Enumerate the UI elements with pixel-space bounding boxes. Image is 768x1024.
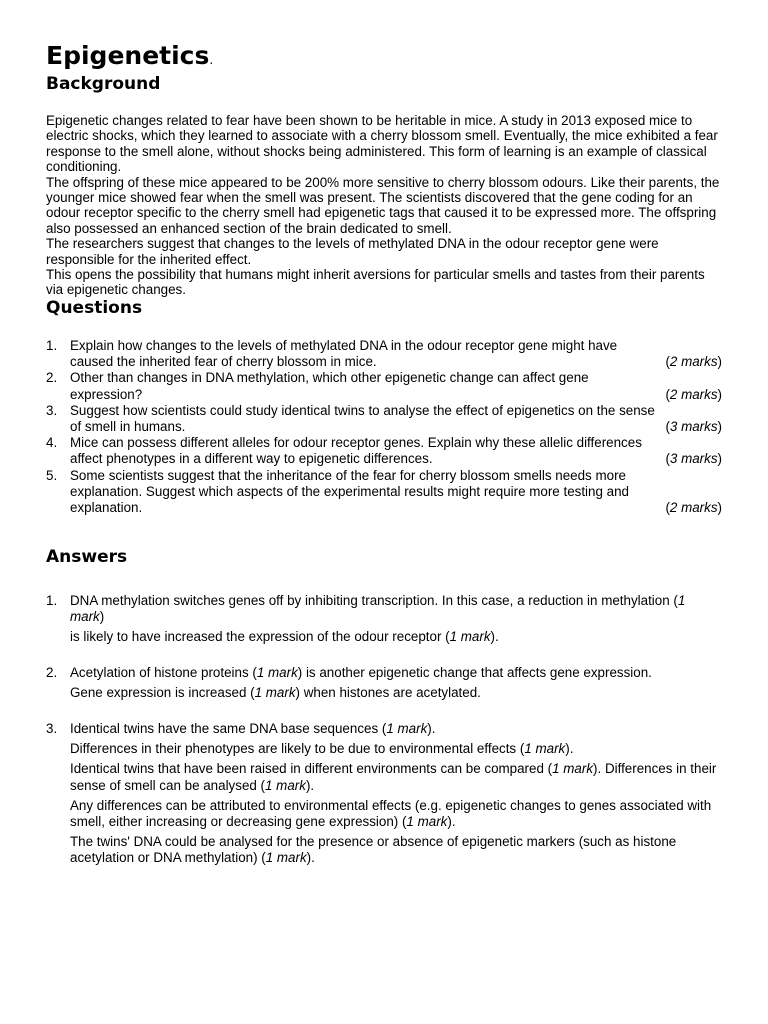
answer-text: Differences in their phenotypes are likely to be due to environmental effects ( [70,741,525,757]
question-marks: (3 marks) [665,419,722,435]
answer-item [46,593,722,646]
answer-text: Identical twins that have been raised in different environments can be compared ( [70,761,553,777]
answer-text: Acetylation of histone proteins ( [70,665,257,680]
background-heading: Background [46,74,161,94]
answer-1 [46,593,722,650]
mark-allocation: 1 mark [70,593,686,625]
answer-text: DNA methylation switches genes off by inhibiting transcription. In this case, a reduction in methylation ( [70,593,678,608]
question-number: 4. [46,435,58,451]
mark-allocation: 1 mark [386,721,428,736]
question-text: affect phenotypes in a different way to epigenetic differences. [70,451,433,467]
mark-allocation: 1 mark [256,665,298,680]
question-line [70,403,722,419]
background-paragraph: The offspring of these mice appeared to be 200% more sensitive to cherry blossom odours. Like their parents, the younger mice showed fear when the smell was present. The scientists discovered that the gene coding for an odour receptor specific to the cherry smell had epigenetic tags that caused it to be expressed more. The offspring also possessed an enhanced section of the brain dedicated to smell. [46,174,720,236]
question-text: explanation. [70,500,143,516]
question-number: 1. [46,338,58,353]
question-item [46,468,722,517]
question-line [70,370,722,386]
marks-value: 3 marks [669,419,718,435]
question-number: 3. [46,402,58,418]
question-text: of smell in humans. [70,419,186,435]
answer-text: ). [305,777,315,793]
answer-paragraph [70,798,722,830]
answer-text: ). [447,814,456,830]
question-marks: (3 marks) [665,451,722,467]
mark-allocation: 1 mark [254,685,296,701]
answer-item [46,721,722,867]
mark-allocation: 1 mark [524,741,566,757]
question-line [70,500,722,516]
mark-allocation: 1 mark [449,629,491,645]
answer-number: 3. [46,721,58,736]
page-title [46,40,213,76]
question-marks: (2 marks) [665,500,722,516]
question-text: Some scientists suggest that the inheritance of the fear for cherry blossom smells needs more [70,467,626,483]
answer-paragraph [70,685,722,701]
answer-text: ). [427,721,436,736]
questions-heading: Questions [46,298,143,318]
question-text: Mice can possess different alleles for odour receptor genes. Explain why these allelic differences [70,435,642,451]
answer-number: 1. [46,593,58,608]
answer-text: ). [306,850,315,866]
answer-2 [46,665,722,705]
answer-text: Identical twins have the same DNA base sequences ( [70,721,387,736]
question-marks: (2 marks) [665,354,722,370]
question-text: Explain how changes to the levels of methylated DNA in the odour receptor gene might have [70,338,618,353]
question-line [70,435,722,451]
mark-allocation: 1 mark [406,814,448,830]
mark-allocation: 1 mark [265,850,307,866]
mark-allocation: 1 mark [265,777,306,793]
title-dot: . [209,53,214,67]
answer-text: ) is another epigenetic change that affects gene expression. [297,665,652,680]
answer-text: ) [99,609,105,625]
marks-value: 2 marks [669,354,718,370]
marks-value: 2 marks [669,500,718,516]
question-line [70,338,722,354]
answer-paragraph [70,665,722,681]
answer-paragraph [70,629,722,645]
question-item [46,435,722,467]
background-text [46,113,722,298]
answer-text: ). [490,629,499,645]
question-line [70,484,722,500]
question-line [70,387,722,403]
question-item [46,338,722,370]
answer-text: ). Differences in their sense of smell can be analysed ( [70,761,717,793]
answer-text: Any differences can be attributed to environmental effects (e.g. epigenetic changes to genes associated with smell, either increasing or decreasing gene expression) ( [70,797,712,830]
question-marks: (2 marks) [665,386,722,402]
answer-number: 2. [46,665,58,680]
answer-text: is likely to have increased the expression of the odour receptor ( [70,629,450,645]
answer-paragraph [70,761,722,793]
answer-item [46,665,722,701]
question-number: 5. [46,467,58,483]
answers-heading: Answers [46,547,128,567]
question-item [46,370,722,402]
background-paragraph: The researchers suggest that changes to the levels of methylated DNA in the odour receptor gene were responsible for the inherited effect. [46,236,659,267]
question-line [70,468,722,484]
answer-3 [46,721,722,871]
answer-text: Gene expression is increased ( [70,685,255,701]
question-item [46,403,722,435]
title-text: Epigenetics [46,41,210,70]
answer-text: ) when histones are acetylated. [295,685,481,701]
question-text: Suggest how scientists could study identical twins to analyse the effect of epigenetics on the sense [70,402,655,418]
question-line [70,354,722,370]
answer-text: ). [565,741,574,757]
marks-value: 3 marks [669,451,718,467]
question-line [70,451,722,467]
answer-paragraph [70,741,722,757]
question-text: explanation. Suggest which aspects of the experimental results might require more testing and [70,483,629,499]
answer-text: The twins' DNA could be analysed for the presence or absence of epigenetic markers (such as histone acetylation or DNA methylation) ( [70,834,677,866]
mark-allocation: 1 mark [552,761,594,777]
question-number: 2. [46,370,58,386]
question-line [70,419,722,435]
questions-list [46,338,722,516]
answer-paragraph [70,834,722,866]
answer-paragraph [70,593,722,625]
answer-paragraph [70,721,722,737]
question-text: Other than changes in DNA methylation, which other epigenetic change can affect gene [70,370,589,386]
question-text: expression? [70,386,143,402]
background-paragraph: This opens the possibility that humans might inherit aversions for particular smells and tastes from their parents via epigenetic changes. [46,267,705,298]
marks-value: 2 marks [669,386,718,402]
question-text: caused the inherited fear of cherry blossom in mice. [70,354,377,370]
background-paragraph: Epigenetic changes related to fear have been shown to be heritable in mice. A study in 2013 exposed mice to electric shocks, which they learned to associate with a cherry blossom smell. Eventually, the mice exhibited a fear response to the smell alone, without shocks being administered. This form of learning is an example of classical conditioning. [46,113,718,175]
